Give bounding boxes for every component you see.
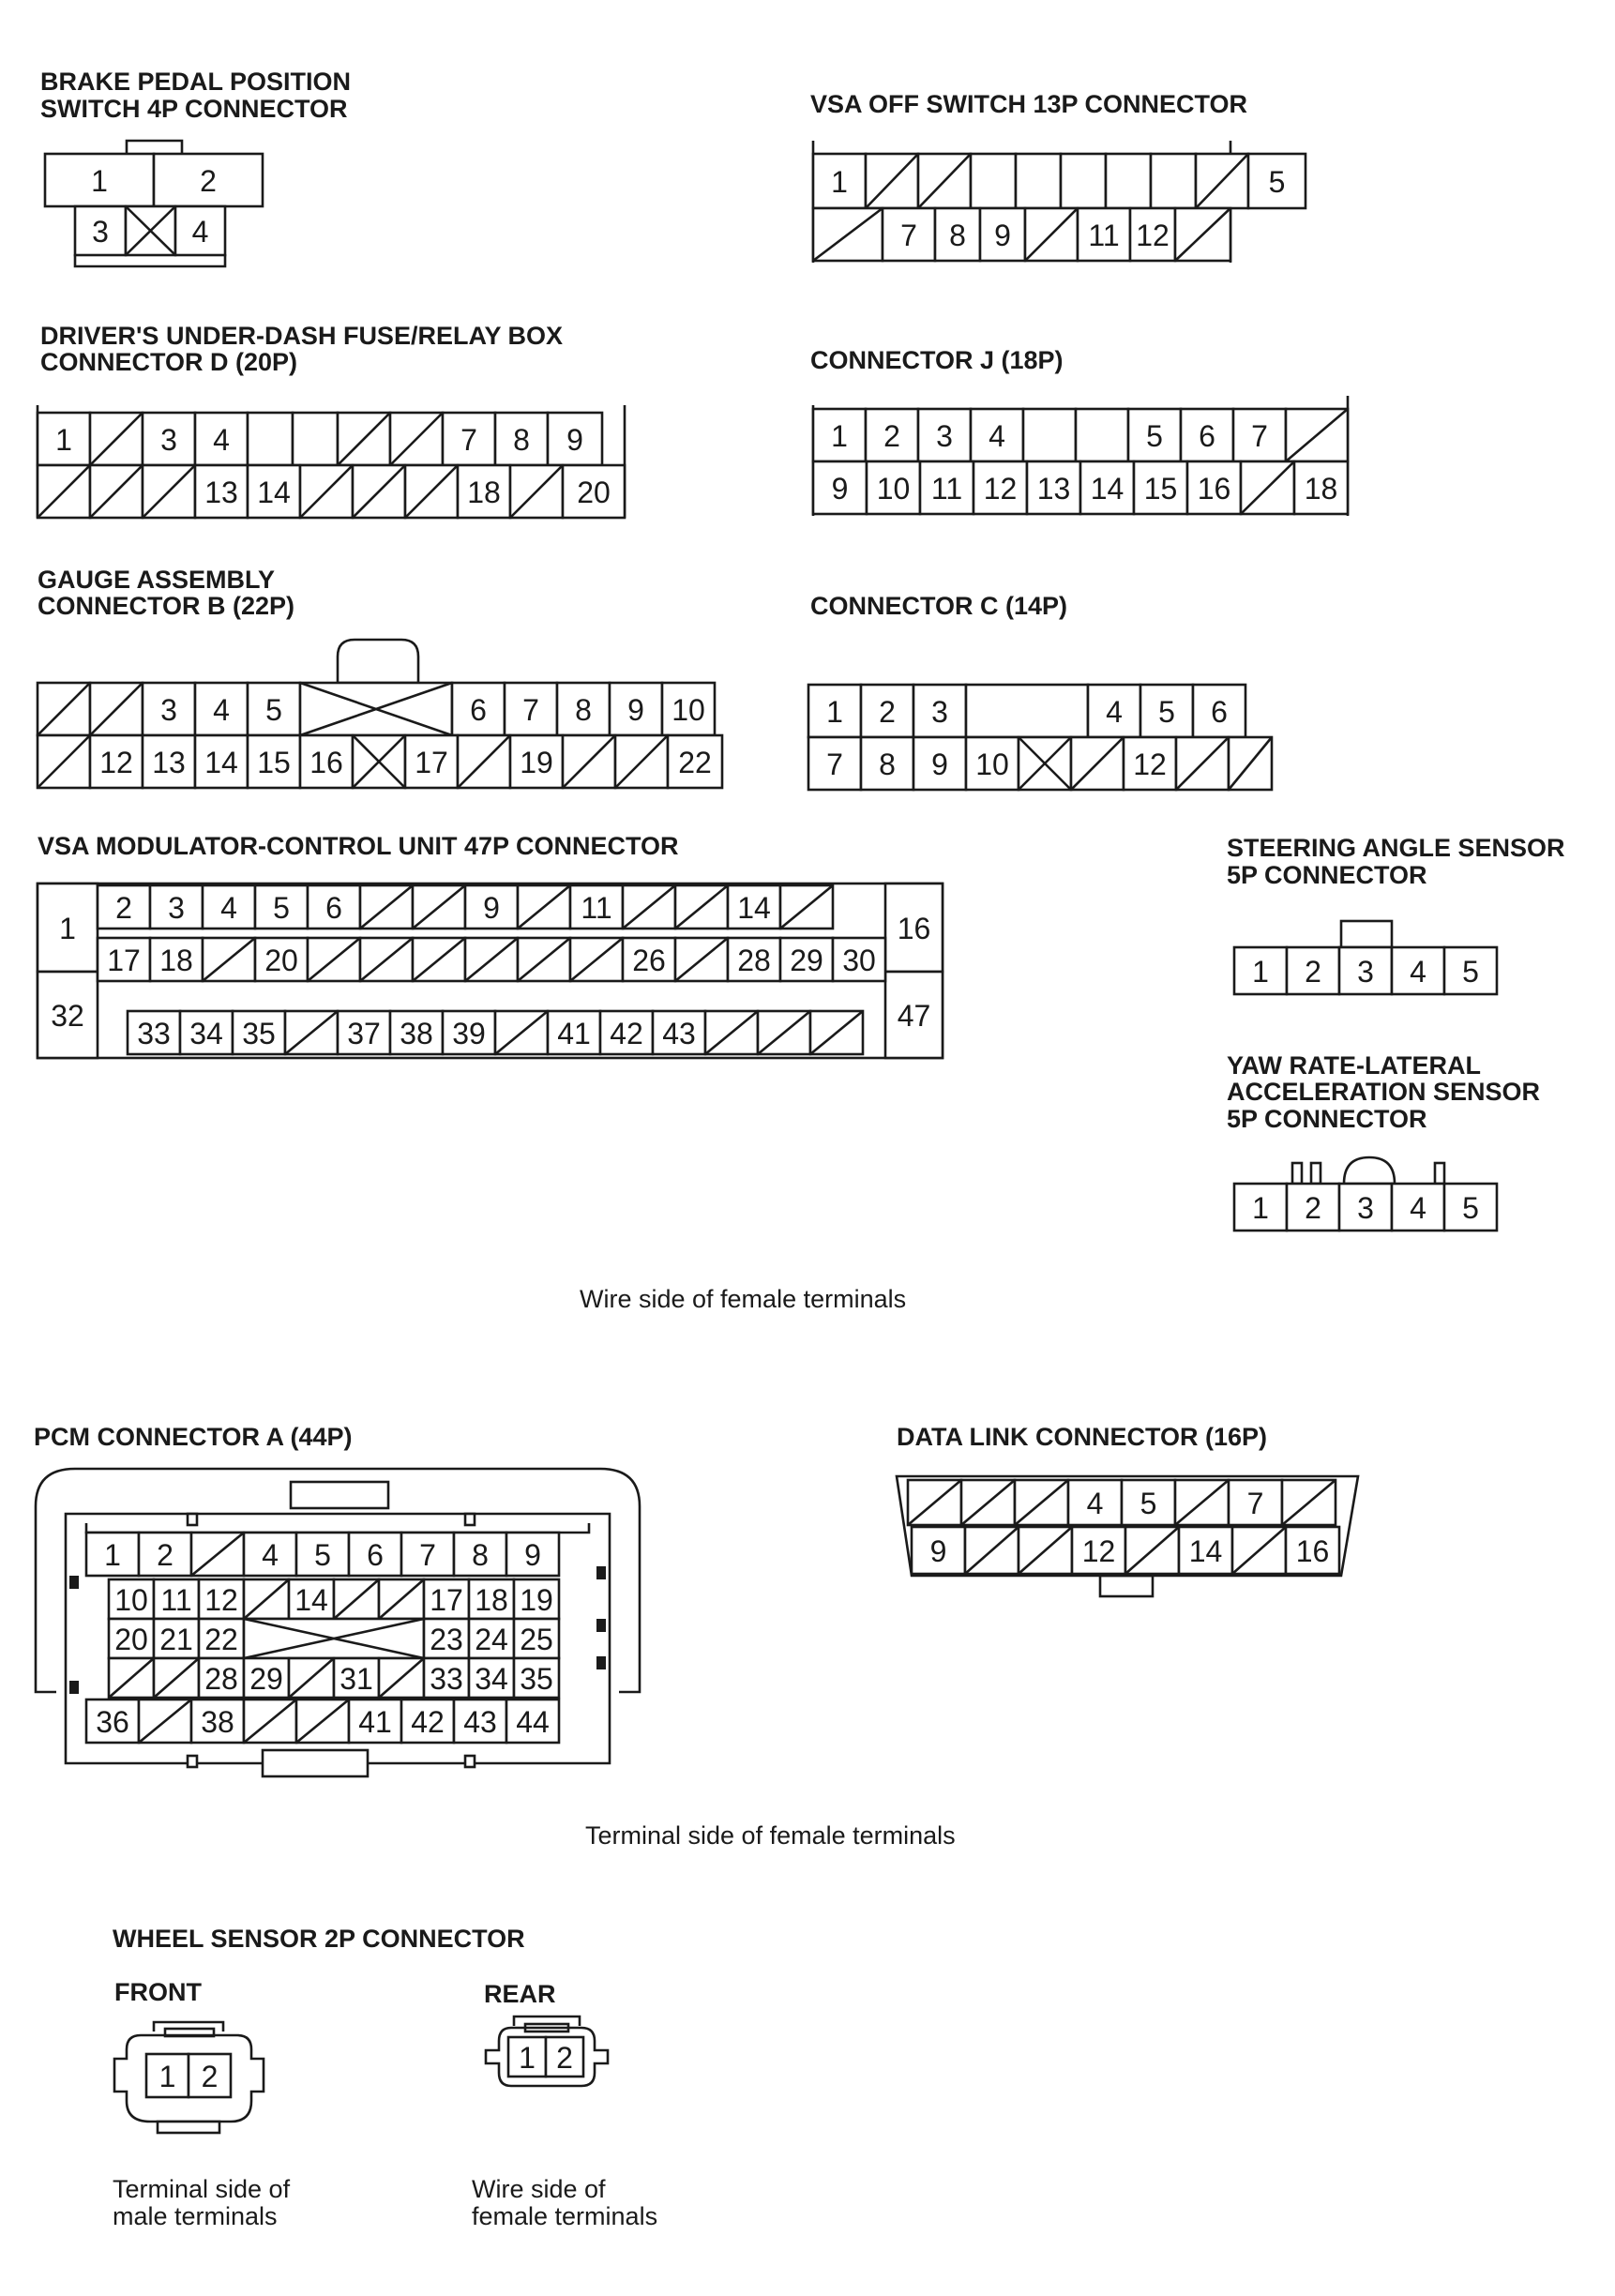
wrear-pin-1: 1 — [519, 2041, 536, 2075]
connector-j-18p-connector — [813, 396, 1348, 516]
vsamod-pin-39: 39 — [452, 1017, 486, 1050]
connc-cell — [966, 685, 1088, 737]
label-rear: REAR — [484, 1980, 556, 2008]
vsaoff-cell — [1151, 154, 1196, 208]
title-steering-line2: 5P CONNECTOR — [1227, 861, 1427, 889]
data-link-connector-16p — [897, 1476, 1358, 1596]
pcm-pin-36: 36 — [96, 1705, 129, 1739]
pcm-pin-1: 1 — [104, 1538, 121, 1572]
caption-terminal-side: Terminal side of female terminals — [585, 1821, 956, 1850]
gauge-pin-13: 13 — [152, 746, 186, 779]
vsaoff-cell — [1061, 154, 1106, 208]
connj-pin-10: 10 — [876, 472, 911, 506]
vsamod-pin-47: 47 — [897, 999, 931, 1033]
pcm-pin-35: 35 — [520, 1662, 553, 1696]
pcm-pin-10: 10 — [114, 1583, 148, 1617]
title-yaw-line1: YAW RATE-LATERAL — [1227, 1051, 1481, 1080]
vsamod-pin-42: 42 — [610, 1017, 643, 1050]
fuse-pin-7: 7 — [460, 423, 477, 457]
pcm-pin-2: 2 — [157, 1538, 174, 1572]
wfront-pin-2: 2 — [201, 2060, 219, 2093]
gauge-pin-10: 10 — [672, 693, 705, 727]
yaw-pin-5: 5 — [1462, 1191, 1479, 1225]
connj-pin-11: 11 — [930, 472, 963, 506]
steer-pin-1: 1 — [1252, 955, 1269, 989]
pcm-pin-25: 25 — [520, 1623, 553, 1656]
title-yaw-line3: 5P CONNECTOR — [1227, 1105, 1427, 1133]
connj-pin-2: 2 — [883, 419, 900, 453]
title-yaw-line2: ACCELERATION SENSOR — [1227, 1078, 1541, 1106]
title-fuse-box-line1: DRIVER'S UNDER-DASH FUSE/RELAY BOX — [40, 322, 564, 350]
title-gauge-line2: CONNECTOR B (22P) — [38, 592, 295, 620]
connj-pin-6: 6 — [1199, 419, 1215, 453]
yaw-pin-1: 1 — [1252, 1191, 1269, 1225]
fuse-pin-4: 4 — [213, 423, 230, 457]
vsamod-pin-29: 29 — [790, 944, 823, 977]
pcm-pin-9: 9 — [524, 1538, 541, 1572]
connj-pin-15: 15 — [1143, 472, 1178, 506]
title-data-link-connector: DATA LINK CONNECTOR (16P) — [897, 1423, 1268, 1451]
connj-pin-1: 1 — [831, 419, 848, 453]
pcm-pin-38: 38 — [201, 1705, 234, 1739]
yaw-rate-sensor-5p-connector — [1234, 1157, 1497, 1231]
connj-pin-14: 14 — [1090, 472, 1124, 506]
vsaoff-cell — [971, 154, 1016, 208]
connc-pin-12: 12 — [1133, 748, 1167, 781]
pcm-a-44p-connector — [36, 1469, 640, 1776]
connc-pin-10: 10 — [975, 748, 1009, 781]
vsamod-pin-6: 6 — [325, 891, 342, 925]
connj-pin-9: 9 — [831, 472, 849, 506]
dlc-pin-12: 12 — [1081, 1534, 1116, 1568]
steer-pin-3: 3 — [1357, 955, 1374, 989]
connc-pin-8: 8 — [879, 748, 896, 781]
vsamod-pin-26: 26 — [632, 944, 666, 977]
connj-pin-3: 3 — [936, 419, 953, 453]
wheel-sensor-rear-2p-connector — [486, 2017, 608, 2086]
connj-pin-18: 18 — [1304, 472, 1338, 506]
connj-cell — [1076, 409, 1128, 461]
connc-pin-4: 4 — [1106, 695, 1123, 729]
title-vsa-off-switch: VSA OFF SWITCH 13P CONNECTOR — [810, 90, 1248, 118]
brake-pin-1: 1 — [91, 164, 108, 198]
brake-pin-2: 2 — [200, 164, 217, 198]
fuse-pin-18: 18 — [467, 476, 501, 509]
title-steering-line1: STEERING ANGLE SENSOR — [1227, 834, 1565, 862]
fuse-pin-20: 20 — [577, 476, 611, 509]
pcm-pin-4: 4 — [262, 1538, 279, 1572]
title-pcm-connector: PCM CONNECTOR A (44P) — [34, 1423, 353, 1451]
pcm-pin-44: 44 — [516, 1705, 550, 1739]
vsamod-pin-30: 30 — [842, 944, 876, 977]
pcm-pin-21: 21 — [159, 1623, 193, 1656]
yaw-pin-4: 4 — [1410, 1191, 1426, 1225]
brake-pin-3: 3 — [92, 215, 109, 249]
steer-pin-5: 5 — [1462, 955, 1479, 989]
wrear-pin-2: 2 — [556, 2041, 573, 2075]
gauge-pin-4: 4 — [213, 693, 230, 727]
gauge-pin-3: 3 — [160, 693, 177, 727]
pcm-pin-20: 20 — [114, 1623, 148, 1656]
title-fuse-box-line2: CONNECTOR D (20P) — [40, 348, 298, 376]
fuse-pin-14: 14 — [257, 476, 291, 509]
vsaoff-cell — [1016, 154, 1061, 208]
dlc-pin-9: 9 — [929, 1534, 947, 1568]
vsamod-pin-18: 18 — [159, 944, 193, 977]
vsamod-pin-38: 38 — [400, 1017, 433, 1050]
title-brake-pedal-line1: BRAKE PEDAL POSITION — [40, 68, 352, 96]
fuse-cell — [293, 413, 338, 465]
connc-pin-6: 6 — [1211, 695, 1228, 729]
dlc-pin-16: 16 — [1295, 1534, 1330, 1568]
vsaoff-cell — [1106, 154, 1151, 208]
pcm-pin-5: 5 — [314, 1538, 331, 1572]
pcm-pin-17: 17 — [430, 1583, 463, 1617]
pcm-pin-18: 18 — [475, 1583, 508, 1617]
gauge-pin-16: 16 — [309, 746, 343, 779]
gauge-pin-17: 17 — [415, 746, 448, 779]
brake-pedal-4p-connector — [45, 141, 263, 266]
vsamod-pin-1: 1 — [59, 912, 76, 945]
pcm-pin-19: 19 — [520, 1583, 553, 1617]
vsamod-pin-4: 4 — [220, 891, 237, 925]
fuse-pin-3: 3 — [160, 423, 177, 457]
fuse-pin-1: 1 — [55, 423, 72, 457]
pcm-pin-11: 11 — [160, 1583, 192, 1617]
connj-pin-16: 16 — [1197, 472, 1231, 506]
connc-pin-7: 7 — [826, 748, 843, 781]
connc-pin-3: 3 — [931, 695, 948, 729]
steer-pin-2: 2 — [1305, 955, 1321, 989]
vsamod-pin-14: 14 — [737, 891, 771, 925]
fuse-pin-9: 9 — [566, 423, 583, 457]
steer-pin-4: 4 — [1410, 955, 1426, 989]
vsamod-pin-37: 37 — [347, 1017, 381, 1050]
yaw-pin-2: 2 — [1305, 1191, 1321, 1225]
gauge-pin-5: 5 — [265, 693, 282, 727]
vsamod-pin-28: 28 — [737, 944, 771, 977]
title-vsa-modulator: VSA MODULATOR-CONTROL UNIT 47P CONNECTOR — [38, 832, 679, 860]
vsamod-pin-3: 3 — [168, 891, 185, 925]
pcm-pin-14: 14 — [294, 1583, 328, 1617]
pcm-pin-31: 31 — [340, 1662, 373, 1696]
gauge-pin-14: 14 — [204, 746, 238, 779]
pcm-pin-23: 23 — [430, 1623, 463, 1656]
vsamod-pin-41: 41 — [557, 1017, 591, 1050]
dlc-pin-5: 5 — [1140, 1487, 1157, 1520]
vsaoff-pin-8: 8 — [949, 219, 966, 252]
vsamod-pin-33: 33 — [137, 1017, 171, 1050]
vsamod-pin-16: 16 — [897, 912, 931, 945]
vsamod-pin-5: 5 — [273, 891, 290, 925]
connj-pin-7: 7 — [1251, 419, 1268, 453]
wheel-sensor-front-2p-connector — [114, 2022, 264, 2133]
connj-pin-4: 4 — [989, 419, 1005, 453]
caption-wire-side: Wire side of female terminals — [580, 1285, 907, 1313]
connc-pin-9: 9 — [931, 748, 948, 781]
connc-pin-1: 1 — [826, 695, 843, 729]
pcm-pin-24: 24 — [475, 1623, 508, 1656]
gauge-pin-6: 6 — [470, 693, 487, 727]
vsaoff-pin-5: 5 — [1268, 165, 1286, 199]
title-brake-pedal-line2: SWITCH 4P CONNECTOR — [40, 95, 348, 123]
fuse-pin-8: 8 — [513, 423, 530, 457]
pcm-pin-8: 8 — [472, 1538, 489, 1572]
vsaoff-pin-9: 9 — [994, 219, 1011, 252]
pcm-pin-6: 6 — [367, 1538, 384, 1572]
caption-front-line2: male terminals — [113, 2202, 278, 2230]
title-connector-j: CONNECTOR J (18P) — [810, 346, 1064, 374]
yaw-pin-3: 3 — [1357, 1191, 1374, 1225]
connj-pin-12: 12 — [983, 472, 1018, 506]
pcm-pin-29: 29 — [249, 1662, 283, 1696]
connj-pin-13: 13 — [1036, 472, 1071, 506]
vsamod-pin-2: 2 — [115, 891, 132, 925]
pcm-pin-42: 42 — [411, 1705, 445, 1739]
vsamod-pin-11: 11 — [581, 891, 612, 925]
connector-c-14p-connector — [808, 685, 1272, 790]
label-front: FRONT — [114, 1978, 202, 2006]
caption-rear-line2: female terminals — [472, 2202, 658, 2230]
title-gauge-line1: GAUGE ASSEMBLY — [38, 566, 276, 594]
pcm-pin-22: 22 — [204, 1623, 238, 1656]
gauge-pin-8: 8 — [575, 693, 592, 727]
pcm-pin-33: 33 — [430, 1662, 463, 1696]
caption-rear-line1: Wire side of — [472, 2175, 606, 2203]
fuse-cell — [248, 413, 293, 465]
fuse-box-d-20p-connector — [38, 405, 625, 518]
title-wheel-sensor: WHEEL SENSOR 2P CONNECTOR — [113, 1925, 525, 1953]
vsaoff-pin-1: 1 — [831, 165, 848, 199]
caption-front-line1: Terminal side of — [113, 2175, 291, 2203]
title-connector-c: CONNECTOR C (14P) — [810, 592, 1068, 620]
vsamod-pin-43: 43 — [662, 1017, 696, 1050]
fuse-pin-13: 13 — [204, 476, 238, 509]
dlc-pin-4: 4 — [1086, 1487, 1104, 1520]
wfront-pin-1: 1 — [158, 2060, 176, 2093]
connc-pin-2: 2 — [879, 695, 896, 729]
vsamod-pin-20: 20 — [264, 944, 298, 977]
dlc-pin-14: 14 — [1188, 1534, 1223, 1568]
vsaoff-pin-7: 7 — [900, 219, 917, 252]
vsa-off-switch-13p-connector — [813, 141, 1306, 263]
vsaoff-pin-11: 11 — [1088, 219, 1120, 252]
gauge-pin-9: 9 — [627, 693, 644, 727]
gauge-pin-12: 12 — [99, 746, 133, 779]
pcm-pin-43: 43 — [463, 1705, 497, 1739]
gauge-pin-19: 19 — [520, 746, 553, 779]
vsamod-pin-17: 17 — [107, 944, 141, 977]
vsamod-pin-35: 35 — [242, 1017, 276, 1050]
brake-pin-4: 4 — [191, 215, 209, 249]
pcm-pin-34: 34 — [475, 1662, 508, 1696]
gauge-pin-22: 22 — [678, 746, 712, 779]
gauge-pin-15: 15 — [257, 746, 291, 779]
vsa-modulator-47p-connector — [38, 884, 943, 1058]
pcm-pin-7: 7 — [419, 1538, 436, 1572]
gauge-pin-7: 7 — [522, 693, 539, 727]
steering-angle-sensor-5p-connector — [1234, 921, 1497, 994]
gauge-b-22p-connector — [38, 640, 722, 788]
pcm-pin-28: 28 — [204, 1662, 238, 1696]
dlc-pin-7: 7 — [1246, 1487, 1264, 1520]
vsaoff-pin-12: 12 — [1136, 219, 1170, 252]
connj-pin-5: 5 — [1146, 419, 1163, 453]
connj-cell — [1023, 409, 1076, 461]
vsamod-pin-9: 9 — [483, 891, 500, 925]
vsamod-pin-32: 32 — [51, 999, 84, 1033]
pcm-pin-12: 12 — [204, 1583, 238, 1617]
pcm-pin-41: 41 — [358, 1705, 392, 1739]
vsamod-pin-34: 34 — [189, 1017, 223, 1050]
connc-pin-5: 5 — [1158, 695, 1175, 729]
